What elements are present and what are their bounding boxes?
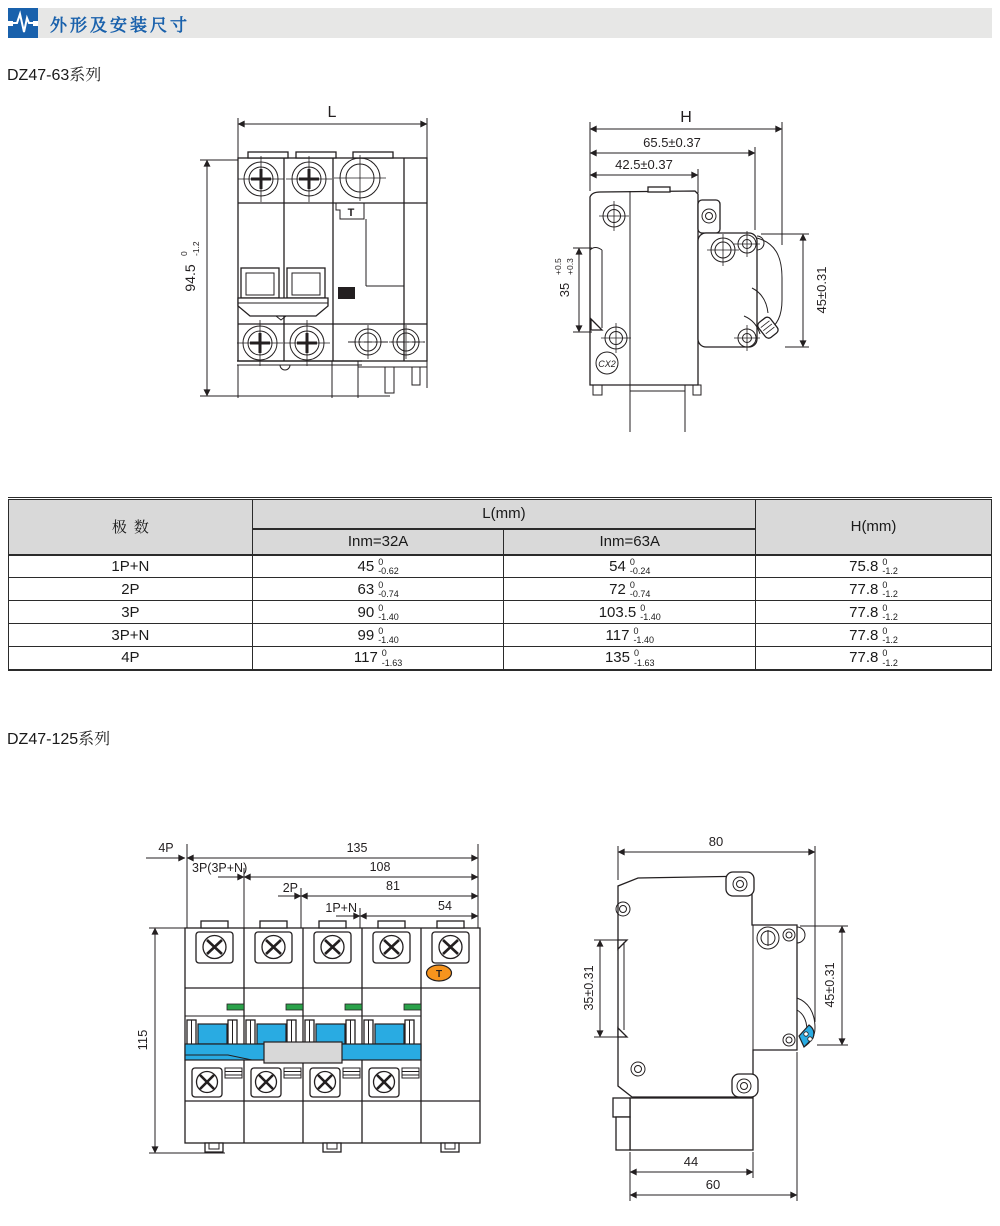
toggle-handle[interactable] xyxy=(799,1025,814,1047)
dim-label-945: 94.5 xyxy=(182,264,198,292)
screw-terminal-icon xyxy=(314,932,351,963)
dim-label-135: 135 xyxy=(346,841,368,855)
dim-label-3p: 3P(3P+N) xyxy=(192,861,248,875)
dim-label-2p: 2P xyxy=(282,881,298,895)
dim-35-tol-top: +0.5 xyxy=(553,258,563,275)
status-indicator xyxy=(227,1004,244,1010)
dim-label-655: 65.5±0.37 xyxy=(643,135,701,150)
dim-label-45: 45±0.31 xyxy=(823,962,837,1008)
status-indicator xyxy=(404,1004,421,1010)
dim-44-group xyxy=(630,1152,753,1201)
dz47-125-front-view-drawing xyxy=(130,828,510,1168)
poles-cell: 1P+N xyxy=(9,555,253,578)
breaker-body-side-125 xyxy=(613,872,815,1150)
status-indicator xyxy=(286,1004,303,1010)
dz47-63-front-view-drawing xyxy=(150,98,510,410)
dim-label-35: 35±0.31 xyxy=(582,965,596,1011)
mounting-foot xyxy=(323,1143,341,1152)
breaker-body-front xyxy=(237,152,427,398)
dim-425-group xyxy=(590,157,698,193)
breaker-body-front-125 xyxy=(185,921,480,1152)
value-cell: 77.8 0 -1.2 xyxy=(756,578,992,601)
dz47-63-side-view-drawing xyxy=(535,100,865,460)
screw-terminal-icon xyxy=(432,932,469,963)
table-row xyxy=(9,555,992,578)
screw-terminal-icon xyxy=(255,932,292,963)
dim-label-H: H xyxy=(680,109,692,126)
value-cell: 45 0 -0.62 xyxy=(252,555,504,578)
col-header-inm63: Inm=63A xyxy=(504,529,756,555)
dim-label-45: 45±0.31 xyxy=(814,266,829,314)
dim-label-81: 81 xyxy=(386,879,400,893)
lock-lever xyxy=(756,316,780,340)
test-button-label: T xyxy=(435,969,443,980)
mounting-foot xyxy=(441,1143,459,1152)
value-cell: 90 0 -1.40 xyxy=(252,601,504,624)
handle-tie-bar xyxy=(264,1042,342,1063)
dim-35-group xyxy=(553,248,592,332)
dim-L-group xyxy=(238,104,427,158)
poles-cell: 3P+N xyxy=(9,624,253,647)
dim-label-115: 115 xyxy=(135,1029,150,1051)
toggle-handle[interactable] xyxy=(187,1020,237,1046)
table-row xyxy=(9,624,992,647)
table-row xyxy=(9,601,992,624)
col-header-inm32: Inm=32A xyxy=(252,529,504,555)
screw-terminal-icon xyxy=(373,932,410,963)
value-cell: 77.8 0 -1.2 xyxy=(756,601,992,624)
col-header-L: L(mm) xyxy=(252,499,755,529)
dim-35-group xyxy=(582,940,620,1037)
pulse-icon xyxy=(8,8,38,38)
toggle-handle[interactable] xyxy=(364,1020,414,1046)
value-cell: 117 0 -1.63 xyxy=(252,647,504,670)
test-button-label: T xyxy=(347,207,355,219)
value-cell: 117 0 -1.40 xyxy=(504,624,756,647)
dim-label-108: 108 xyxy=(369,860,391,874)
dim-label-1pn: 1P+N xyxy=(325,901,357,915)
col-header-H: H(mm) xyxy=(756,499,992,555)
dim-945-tol-bottom: -1.2 xyxy=(191,241,201,256)
poles-cell: 3P xyxy=(9,601,253,624)
dim-label-44: 44 xyxy=(683,1154,699,1169)
dim-35-tol-bottom: +0.3 xyxy=(565,258,575,275)
dim-stack-group xyxy=(146,841,478,928)
section-header-bar xyxy=(8,8,992,38)
dim-label-35: 35 xyxy=(557,282,572,298)
mounting-foot xyxy=(205,1143,223,1152)
series-label-dz47-63: DZ47-63系列 xyxy=(7,67,102,84)
poles-cell: 4P xyxy=(9,647,253,670)
test-button[interactable] xyxy=(427,965,452,981)
trip-indicator xyxy=(338,287,355,299)
dim-945-tol-top: 0 xyxy=(179,251,189,256)
series-label-dz47-125: DZ47-125系列 xyxy=(7,731,111,748)
value-cell: 103.5 0 -1.40 xyxy=(504,601,756,624)
dim-label-60: 60 xyxy=(705,1177,721,1192)
col-header-poles: 极数 xyxy=(9,499,253,555)
value-cell: 75.8 0 -1.2 xyxy=(756,555,992,578)
dim-label-L: L xyxy=(327,104,337,121)
screw-terminal-icon xyxy=(196,932,233,963)
value-cell: 63 0 -0.74 xyxy=(252,578,504,601)
dim-label-80: 80 xyxy=(708,834,724,849)
page-title: 外形及安装尺寸 xyxy=(50,15,190,35)
value-cell: 77.8 0 -1.2 xyxy=(756,624,992,647)
value-cell: 99 0 -1.40 xyxy=(252,624,504,647)
value-cell: 135 0 -1.63 xyxy=(504,647,756,670)
table-row xyxy=(9,647,992,670)
value-cell: 54 0 -0.24 xyxy=(504,555,756,578)
svg-text:CX2: CX2 xyxy=(598,359,616,369)
poles-cell: 2P xyxy=(9,578,253,601)
din-clip xyxy=(237,361,427,398)
dim-label-4p: 4P xyxy=(158,841,174,855)
dim-label-54: 54 xyxy=(438,899,452,913)
dim-label-425: 42.5±0.37 xyxy=(615,157,673,172)
dz47-125-side-view-drawing xyxy=(580,830,880,1210)
value-cell: 77.8 0 -1.2 xyxy=(756,647,992,670)
dimensions-table xyxy=(8,497,992,671)
table-row xyxy=(9,578,992,601)
value-cell: 72 0 -0.74 xyxy=(504,578,756,601)
breaker-body-side xyxy=(590,187,782,432)
status-indicator xyxy=(345,1004,362,1010)
